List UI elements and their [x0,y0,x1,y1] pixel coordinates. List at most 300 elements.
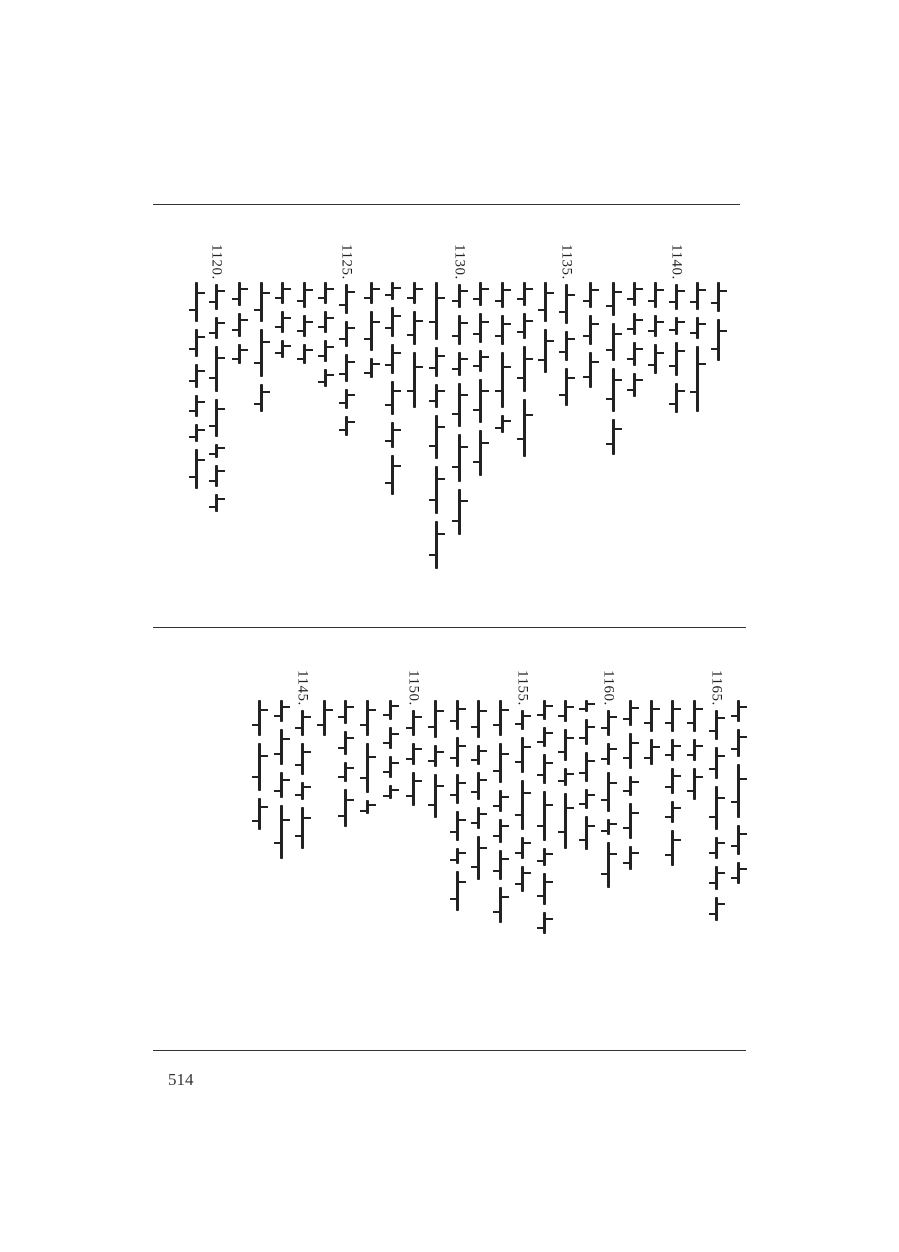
mongolian-script-word [195,424,198,442]
mongolian-script-line [543,700,546,934]
lower-line-4 [661,700,683,866]
mongolian-script-word [693,700,696,732]
mongolian-script-line [479,282,482,476]
mongolian-script-word [345,416,348,436]
mongolian-script-word [458,489,461,535]
mongolian-script-word [715,786,718,830]
mongolian-script-word [565,331,568,361]
mongolian-script-line [633,282,636,397]
mongolian-script-word [301,807,304,849]
mongolian-script-word [544,282,547,322]
mongolian-script-word [737,862,740,884]
upper-line-23 [228,282,250,364]
mongolian-script-line [435,282,438,569]
upper-line-3 [665,244,687,413]
mongolian-script-word [215,465,218,487]
mongolian-script-word [633,342,636,366]
mongolian-script-word [389,756,392,778]
mongolian-script-word [564,768,567,786]
mongolian-script-word [671,700,674,732]
mongolian-script-line [693,700,696,800]
mongolian-script-word [717,282,720,312]
mongolian-script-word [215,444,218,458]
mongolian-script-word [654,344,657,374]
upper-line-10 [513,282,535,457]
mongolian-script-word [303,344,306,364]
mongolian-script-line [458,284,461,535]
upper-line-13 [448,244,470,535]
mongolian-script-word [585,789,588,809]
mongolian-script-line [589,282,592,388]
mongolian-script-word [629,776,632,796]
mongolian-script-line [391,282,394,495]
line-number-marker: 1160. [600,670,617,706]
upper-line-18 [335,244,357,436]
mongolian-script-line [477,700,480,880]
mongolian-script-word [280,729,283,765]
mongolian-script-word [456,848,459,864]
mongolian-script-word [323,700,326,736]
mongolian-script-word [544,329,547,373]
mongolian-script-word [435,282,438,340]
mongolian-script-line [215,284,218,512]
mongolian-script-word [215,317,218,339]
upper-line-9 [534,282,556,373]
mongolian-script-word [456,811,459,841]
line-number-marker: 1165. [708,670,725,706]
mongolian-script-word [499,819,502,843]
mongolian-script-word [195,364,198,388]
upper-line-21 [271,282,293,358]
mongolian-script-word [696,346,699,412]
mongolian-script-word [281,311,284,333]
upper-line-22 [250,282,272,412]
lower-line-6 [619,700,641,870]
mongolian-script-word [391,282,394,300]
mongolian-script-word [633,282,636,306]
mongolian-script-word [654,282,657,308]
mongolian-script-word [607,743,610,765]
mongolian-script-word [543,791,546,841]
mongolian-script-word [477,836,480,880]
mongolian-script-word [521,866,524,892]
page-number: 514 [168,1070,194,1089]
mongolian-script-word [715,710,718,740]
mongolian-script-word [629,700,632,726]
mongolian-script-word [412,743,415,765]
mongolian-script-word [633,313,636,335]
mongolian-script-word [344,731,347,755]
mongolian-script-word [391,307,394,337]
mongolian-script-word [324,311,327,333]
mongolian-script-word [413,282,416,304]
mongolian-script-word [543,873,546,905]
upper-line-11 [491,282,513,433]
mongolian-script-word [629,803,632,839]
mongolian-script-word [499,790,502,812]
mongolian-script-line [366,700,369,814]
mongolian-script-word [565,284,568,324]
mongolian-script-word [458,383,461,427]
mongolian-script-word [195,329,198,357]
mongolian-script-line [195,282,198,489]
mongolian-script-word [238,313,241,337]
mongolian-script-word [521,780,524,830]
mongolian-script-line [238,282,241,364]
mongolian-script-word [280,700,283,722]
mongolian-script-line [696,282,699,412]
mongolian-script-word [458,284,461,308]
mongolian-script-word [654,315,657,337]
mongolian-script-line [565,284,568,406]
mongolian-script-word [435,347,438,377]
mongolian-script-word [589,282,592,308]
mongolian-script-line [434,700,437,818]
mongolian-script-word [195,282,198,322]
mongolian-script-word [671,768,674,794]
mongolian-script-line [323,700,326,736]
mongolian-script-word [543,754,546,784]
mongolian-script-word [345,321,348,347]
mongolian-script-word [391,381,394,415]
mongolian-script-word [238,282,241,306]
mongolian-script-word [435,466,438,514]
mongolian-script-word [458,434,461,482]
mongolian-script-word [301,710,304,736]
mongolian-script-line [671,700,674,866]
mongolian-script-word [715,897,718,921]
mongolian-script-word [477,745,480,765]
mongolian-script-line [612,282,615,455]
mongolian-script-word [650,739,653,765]
mongolian-script-word [215,284,218,310]
mongolian-script-line [413,282,416,408]
mongolian-script-word [717,319,720,361]
mongolian-script-word [260,282,263,322]
mongolian-script-word [195,449,198,489]
mongolian-script-word [366,743,369,793]
mongolian-script-word [215,494,218,512]
mongolian-script-word [693,739,696,761]
mongolian-script-line [412,710,415,806]
mongolian-script-word [696,317,699,339]
upper-line-15 [403,282,425,408]
mongolian-script-word [589,315,592,345]
upper-line-5 [623,282,645,397]
mongolian-script-line [715,710,718,921]
mongolian-script-word [366,700,369,736]
upper-line-2 [686,282,708,412]
mongolian-script-line [737,700,740,884]
mongolian-script-word [301,743,304,775]
mongolian-script-line [345,284,348,436]
upper-line-12 [469,282,491,476]
mongolian-script-word [479,313,482,343]
mongolian-script-word [629,846,632,870]
mongolian-script-word [499,887,502,923]
upper-line-6 [602,282,624,455]
lower-line-15 [424,700,446,818]
upper-line-1 [707,282,729,361]
mongolian-script-word [607,710,610,736]
mongolian-script-word [671,739,674,761]
upper-line-4 [644,282,666,374]
mongolian-script-word [281,340,284,358]
mongolian-script-word [391,455,394,495]
mongolian-script-line [280,700,283,859]
mongolian-script-line [564,700,567,849]
mongolian-script-line [675,284,678,413]
top-horizontal-rule [153,204,740,205]
mongolian-script-line [389,700,392,799]
mongolian-script-line [544,282,547,373]
mongolian-script-line [456,700,459,911]
lower-line-23 [248,700,270,830]
mongolian-script-line [370,282,373,378]
mongolian-script-word [543,700,546,720]
mongolian-script-line [629,700,632,870]
mongolian-script-word [501,415,504,433]
mongolian-script-line [499,700,502,923]
mongolian-script-word [523,399,526,457]
mongolian-script-word [344,700,347,724]
mongolian-script-word [345,284,348,314]
mongolian-script-word [499,700,502,736]
mongolian-script-word [612,368,615,412]
middle-horizontal-rule [153,627,746,628]
mongolian-script-word [391,344,394,374]
mongolian-script-word [258,798,261,830]
mongolian-script-word [565,368,568,406]
lower-line-3 [683,700,705,800]
mongolian-script-word [521,837,524,859]
mongolian-script-word [412,772,415,806]
lower-line-14 [446,700,468,911]
mongolian-script-word [585,816,588,850]
mongolian-script-word [434,700,437,738]
mongolian-script-word [675,317,678,335]
mongolian-script-line [521,710,524,892]
mongolian-script-line [260,282,263,412]
upper-line-7 [579,282,601,388]
mongolian-script-word [434,774,437,818]
mongolian-script-word [479,379,482,423]
mongolian-script-word [413,352,416,408]
line-number-marker: 1135. [558,244,575,280]
mongolian-script-word [501,315,504,345]
mongolian-script-word [543,848,546,866]
mongolian-script-word [477,807,480,829]
mongolian-script-word [391,422,394,448]
mongolian-script-word [585,752,588,782]
mongolian-script-word [303,315,306,337]
mongolian-script-word [456,700,459,730]
mongolian-script-line [607,710,610,888]
mongolian-script-word [737,764,740,818]
mongolian-script-word [564,729,567,761]
mongolian-script-word [281,282,284,304]
mongolian-script-word [345,389,348,409]
mongolian-script-word [715,866,718,890]
mongolian-script-word [564,793,567,849]
lower-line-10 [533,700,555,934]
upper-line-20 [293,282,315,364]
mongolian-script-word [413,311,416,345]
mongolian-script-word [389,785,392,799]
mongolian-script-word [737,729,740,757]
mongolian-script-word [435,415,438,459]
mongolian-script-word [280,772,283,798]
mongolian-script-word [345,354,348,382]
mongolian-script-word [607,819,610,835]
mongolian-script-word [412,710,415,736]
mongolian-script-word [324,340,327,362]
mongolian-script-word [260,384,263,412]
mongolian-script-word [215,399,218,437]
mongolian-script-word [585,700,588,712]
lower-line-21 [291,670,313,849]
mongolian-script-word [215,346,218,392]
mongolian-script-word [633,373,636,397]
mongolian-script-line [717,282,720,361]
mongolian-script-line [281,282,284,358]
mongolian-script-word [389,727,392,749]
mongolian-script-word [435,521,438,569]
mongolian-script-word [523,313,526,339]
mongolian-script-word [501,282,504,308]
mongolian-script-word [675,284,678,310]
mongolian-script-word [435,384,438,408]
mongolian-script-line [523,282,526,457]
mongolian-script-word [258,700,261,736]
lower-line-20 [313,700,335,736]
upper-line-25 [185,282,207,489]
mongolian-script-word [344,762,347,782]
mongolian-script-line [501,282,504,433]
mongolian-script-word [434,745,437,767]
mongolian-script-word [456,774,459,804]
mongolian-script-word [589,352,592,388]
mongolian-script-word [456,737,459,767]
lower-line-12 [489,700,511,923]
mongolian-script-word [370,358,373,378]
line-number-marker: 1150. [405,670,422,706]
mongolian-script-word [238,344,241,364]
mongolian-script-word [715,747,718,779]
mongolian-script-word [585,719,588,745]
mongolian-script-line [650,700,653,765]
mongolian-script-word [280,805,283,859]
mongolian-script-word [612,323,615,361]
mongolian-script-word [612,282,615,316]
upper-line-8 [555,244,577,406]
mongolian-script-word [671,830,674,866]
mongolian-script-word [370,282,373,304]
upper-line-14 [425,282,447,569]
lower-line-16 [402,670,424,806]
mongolian-script-word [521,710,524,730]
lower-line-13 [467,700,489,880]
lower-line-2 [705,670,727,921]
mongolian-script-word [543,727,546,747]
mongolian-script-word [650,700,653,732]
mongolian-script-word [195,395,198,417]
mongolian-script-word [629,733,632,769]
lower-line-7 [597,670,619,888]
mongolian-script-line [258,700,261,830]
mongolian-script-line [654,282,657,374]
mongolian-script-word [479,430,482,476]
mongolian-script-word [499,743,502,783]
mongolian-script-line [344,700,347,827]
mongolian-script-word [456,871,459,911]
lower-line-1 [727,700,749,884]
lower-line-17 [379,700,401,799]
mongolian-script-word [324,282,327,304]
mongolian-script-word [612,419,615,455]
mongolian-script-word [458,315,461,345]
lower-line-11 [511,670,533,892]
lower-line-8 [575,700,597,850]
mongolian-script-word [693,768,696,800]
lower-line-9 [554,700,576,849]
lower-line-5 [640,700,662,765]
mongolian-script-word [258,743,261,791]
mongolian-script-line [585,700,588,850]
line-number-marker: 1145. [294,670,311,706]
mongolian-script-word [696,282,699,310]
mongolian-script-word [458,352,461,376]
mongolian-script-word [303,282,306,308]
upper-line-24 [205,244,227,512]
lower-line-19 [334,700,356,827]
line-number-marker: 1130. [451,244,468,280]
upper-line-19 [314,282,336,387]
mongolian-script-word [499,850,502,880]
mongolian-script-word [370,311,373,351]
upper-line-16 [381,282,403,495]
mongolian-script-line [301,710,304,849]
mongolian-script-word [260,329,263,377]
line-number-marker: 1120. [208,244,225,280]
mongolian-script-word [737,700,740,722]
mongolian-script-word [344,789,347,827]
mongolian-script-word [607,772,610,812]
mongolian-script-word [477,700,480,738]
bottom-horizontal-rule [153,1050,746,1051]
line-number-marker: 1125. [338,244,355,280]
mongolian-script-word [523,282,526,306]
lower-line-18 [356,700,378,814]
mongolian-script-word [301,782,304,800]
mongolian-script-word [389,700,392,720]
line-number-marker: 1140. [668,244,685,280]
mongolian-script-word [479,350,482,372]
mongolian-script-word [715,837,718,859]
mongolian-script-word [479,282,482,306]
mongolian-script-word [543,912,546,934]
upper-line-17 [360,282,382,378]
mongolian-script-line [303,282,306,364]
mongolian-script-word [564,700,567,722]
mongolian-script-word [675,342,678,376]
mongolian-script-word [675,383,678,413]
mongolian-script-word [366,800,369,814]
mongolian-script-word [607,842,610,888]
mongolian-script-word [737,825,740,855]
mongolian-script-word [523,346,526,392]
line-number-marker: 1155. [514,670,531,706]
